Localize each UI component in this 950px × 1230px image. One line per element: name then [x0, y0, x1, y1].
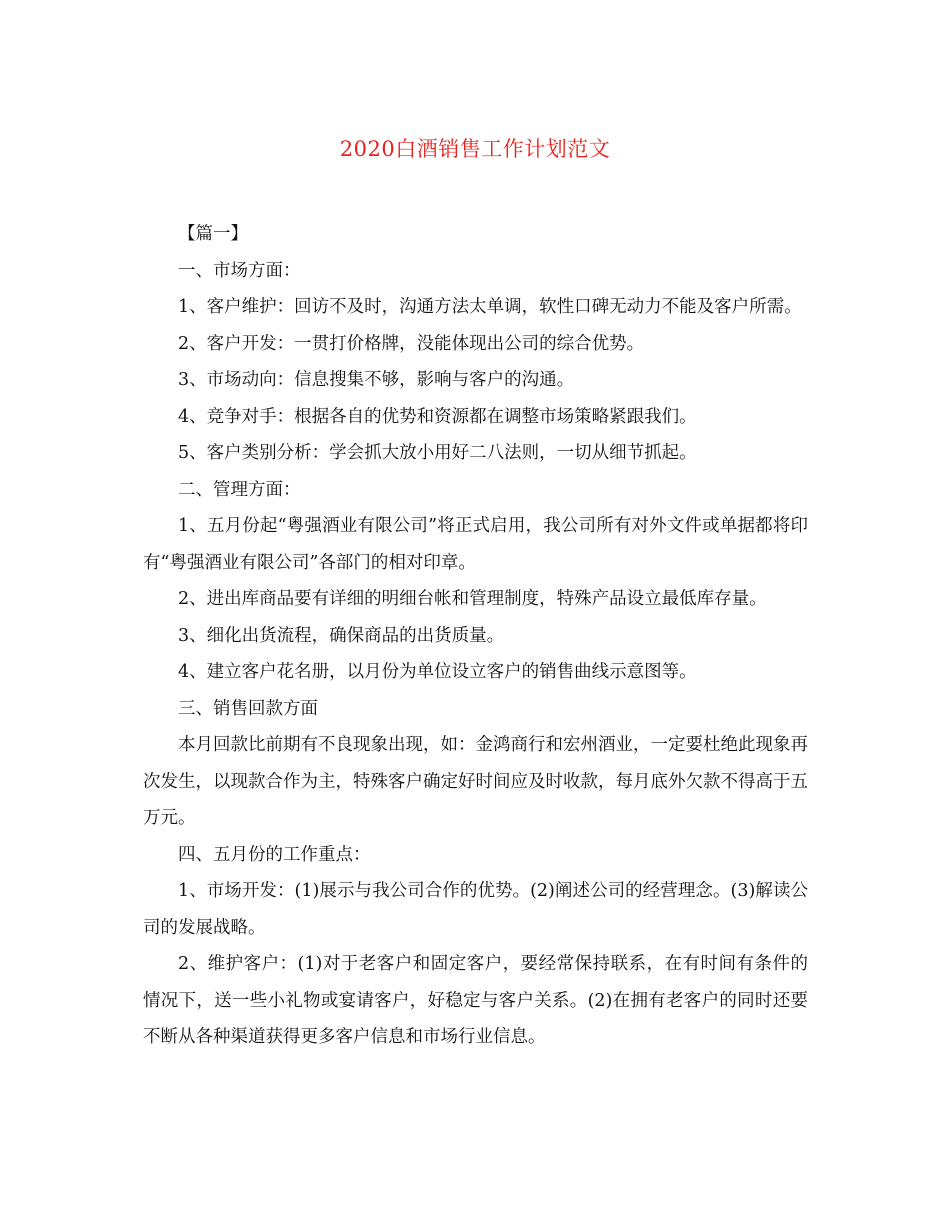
paragraph: 1、五月份起“粤强酒业有限公司”将正式启用，我公司所有对外文件或单据都将印有“粤强酒业有限公司”各部门的相对印章。: [143, 516, 808, 573]
paragraph: 本月回款比前期有不良现象出现，如：金鸿商行和宏州酒业，一定要杜绝此现象再次发生，以现款合作为主，特殊客户确定好时间应及时收款，每月底外欠款不得高于五万元。: [143, 735, 808, 828]
paragraph: 3、市场动向：信息搜集不够，影响与客户的沟通。: [178, 370, 575, 390]
paragraph-heading-management: 二、管理方面：: [178, 479, 301, 500]
paragraph: 4、建立客户花名册，以月份为单位设立客户的销售曲线示意图等。: [178, 662, 697, 682]
paragraph-heading-payment: 三、销售回款方面: [178, 698, 318, 719]
paragraph: 2、维护客户：(1)对于老客户和固定客户，要经常保持联系，在有时间有条件的情况下，送一些小礼物或宴请客户，好稳定与客户关系。(2)在拥有老客户的同时还要不断从各种渠道获得更多客户信息和市场行业信息。: [143, 954, 808, 1047]
paragraph: 2、进出库商品要有详细的明细台帐和管理制度，特殊产品设立最低库存量。: [178, 589, 767, 609]
paragraph: 2、客户开发：一贯打价格牌，没能体现出公司的综合优势。: [178, 333, 645, 354]
paragraph: 4、竞争对手：根据各自的优势和资源都在调整市场策略紧跟我们。: [178, 406, 697, 427]
paragraph: 5、客户类别分析：学会抓大放小用好二八法则，一切从细节抓起。: [178, 443, 697, 463]
paragraph: 1、市场开发：(1)展示与我公司合作的优势。(2)阐述公司的经营理念。(3)解读公司的发展战略。: [143, 881, 808, 938]
document-title: 2020白酒销售工作计划范文: [339, 137, 611, 161]
paragraph-section-marker: 【篇一】: [178, 224, 248, 244]
paragraph: 3、细化出货流程，确保商品的出货质量。: [178, 625, 505, 646]
paragraph: 1、客户维护：回访不及时，沟通方法太单调，软性口碑无动力不能及客户所需。: [178, 297, 802, 317]
document-body: [143, 216, 808, 1056]
paragraph-heading-market: 一、市场方面：: [178, 260, 301, 281]
paragraph-heading-may-focus: 四、五月份的工作重点：: [178, 844, 371, 865]
